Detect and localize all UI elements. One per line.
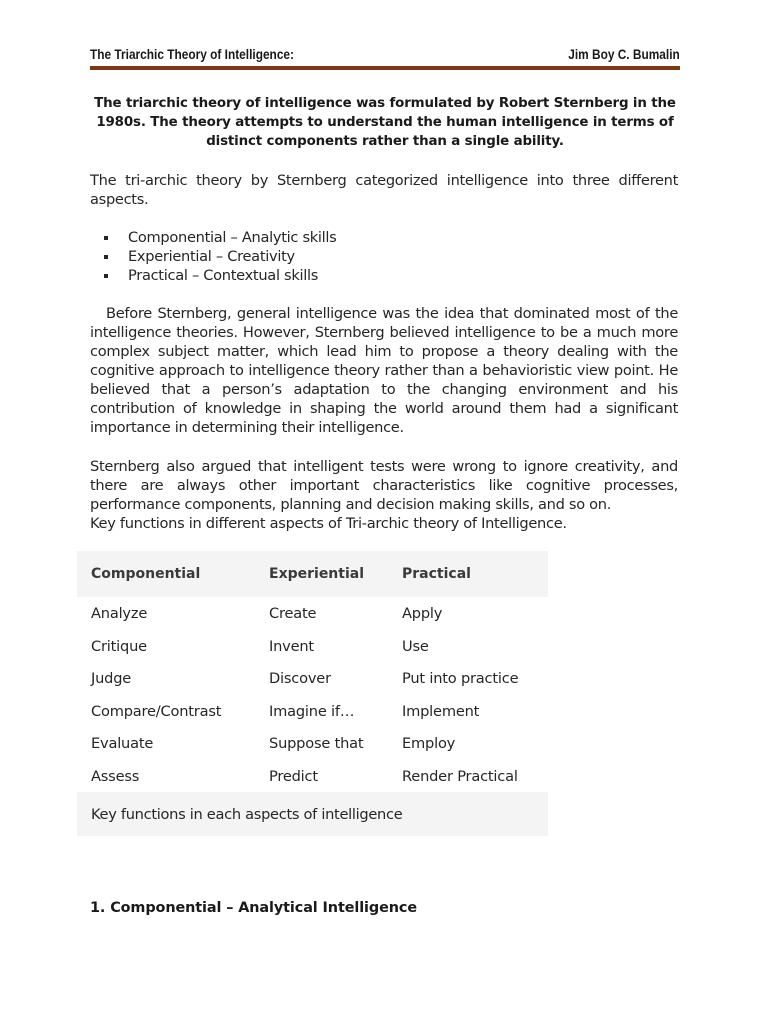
paragraph-key-functions: Key functions in different aspects of Tri-archic theory of Intelligence.	[90, 515, 567, 532]
table-caption	[77, 792, 548, 836]
table-cell: Imagine if…	[269, 702, 355, 720]
table-row	[77, 760, 548, 793]
aspects-list	[90, 228, 336, 285]
table-cell: Predict	[269, 767, 318, 785]
paragraph-argument: Sternberg also argued that intelligent tests were wrong to ignore creativity, and there are always other important characteristics like cognitive processes, performance components, planning and decision making skills, and so on.	[90, 458, 678, 513]
paragraph-background: Before Sternberg, general intelligence was the idea that dominated most of the intelligence theories. However, Sternberg believed intelligence to be a much more complex subject matter, which lead him to propose a theory dealing with the cognitive approach to intelligence theory rather than a behavioristic view point. He believed that a person’s adaptation to the changing environment and his contribution of knowledge in shaping the world around them had a significant importance in determining their intelligence.	[90, 305, 678, 436]
table-row	[77, 597, 548, 630]
table-caption-text: Key functions in each aspects of intelligence	[91, 806, 403, 823]
table-cell: Render Practical	[402, 767, 518, 785]
list-item-text: Componential – Analytic skills	[128, 229, 337, 246]
table-cell: Suppose that	[269, 735, 364, 752]
list-item-text: Practical – Contextual skills	[128, 267, 319, 284]
table-cell: Assess	[91, 767, 140, 785]
column-header-componential: Componential	[91, 566, 201, 582]
list-item	[90, 266, 336, 285]
table-cell: Compare/Contrast	[91, 702, 222, 720]
table-cell: Put into practice	[402, 670, 519, 687]
list-item-text: Experiential – Creativity	[128, 248, 295, 265]
author-name: Jim Boy C. Bumalin	[568, 47, 680, 62]
table-cell: Evaluate	[91, 735, 154, 752]
table-cell: Judge	[91, 670, 132, 687]
table-cell: Apply	[402, 605, 443, 622]
key-functions-table	[77, 551, 548, 836]
table-cell: Critique	[91, 637, 147, 655]
list-item	[90, 228, 336, 247]
document-title: The Triarchic Theory of Intelligence:	[90, 47, 294, 62]
bullet-icon	[104, 274, 108, 278]
intro-statement: The triarchic theory of intelligence was formulated by Robert Sternberg in the 1980s. The theory attempts to understand the human intelligence in terms of distinct components rather than a single ability.	[94, 96, 676, 149]
list-item	[90, 247, 336, 266]
page-header	[90, 47, 609, 65]
table-cell: Discover	[269, 670, 331, 687]
table-row	[77, 662, 548, 695]
header-rule	[90, 66, 680, 70]
table-header-row	[77, 551, 548, 597]
table-cell: Analyze	[91, 605, 148, 622]
table-cell: Invent	[269, 637, 314, 655]
table-cell: Implement	[402, 702, 480, 720]
column-header-practical: Practical	[402, 566, 471, 582]
table-row	[77, 630, 548, 663]
paragraph-aspects: The tri-archic theory by Sternberg categorized intelligence into three different aspects.	[90, 172, 678, 208]
bullet-icon	[104, 236, 108, 240]
section-heading: 1. Componential – Analytical Intelligence	[90, 900, 417, 916]
table-row	[77, 727, 548, 760]
column-header-experiential: Experiential	[269, 566, 365, 582]
bullet-icon	[104, 255, 108, 259]
table-cell: Use	[402, 637, 429, 655]
table-cell: Employ	[402, 735, 456, 752]
table-cell: Create	[269, 605, 317, 622]
table-row	[77, 695, 548, 728]
